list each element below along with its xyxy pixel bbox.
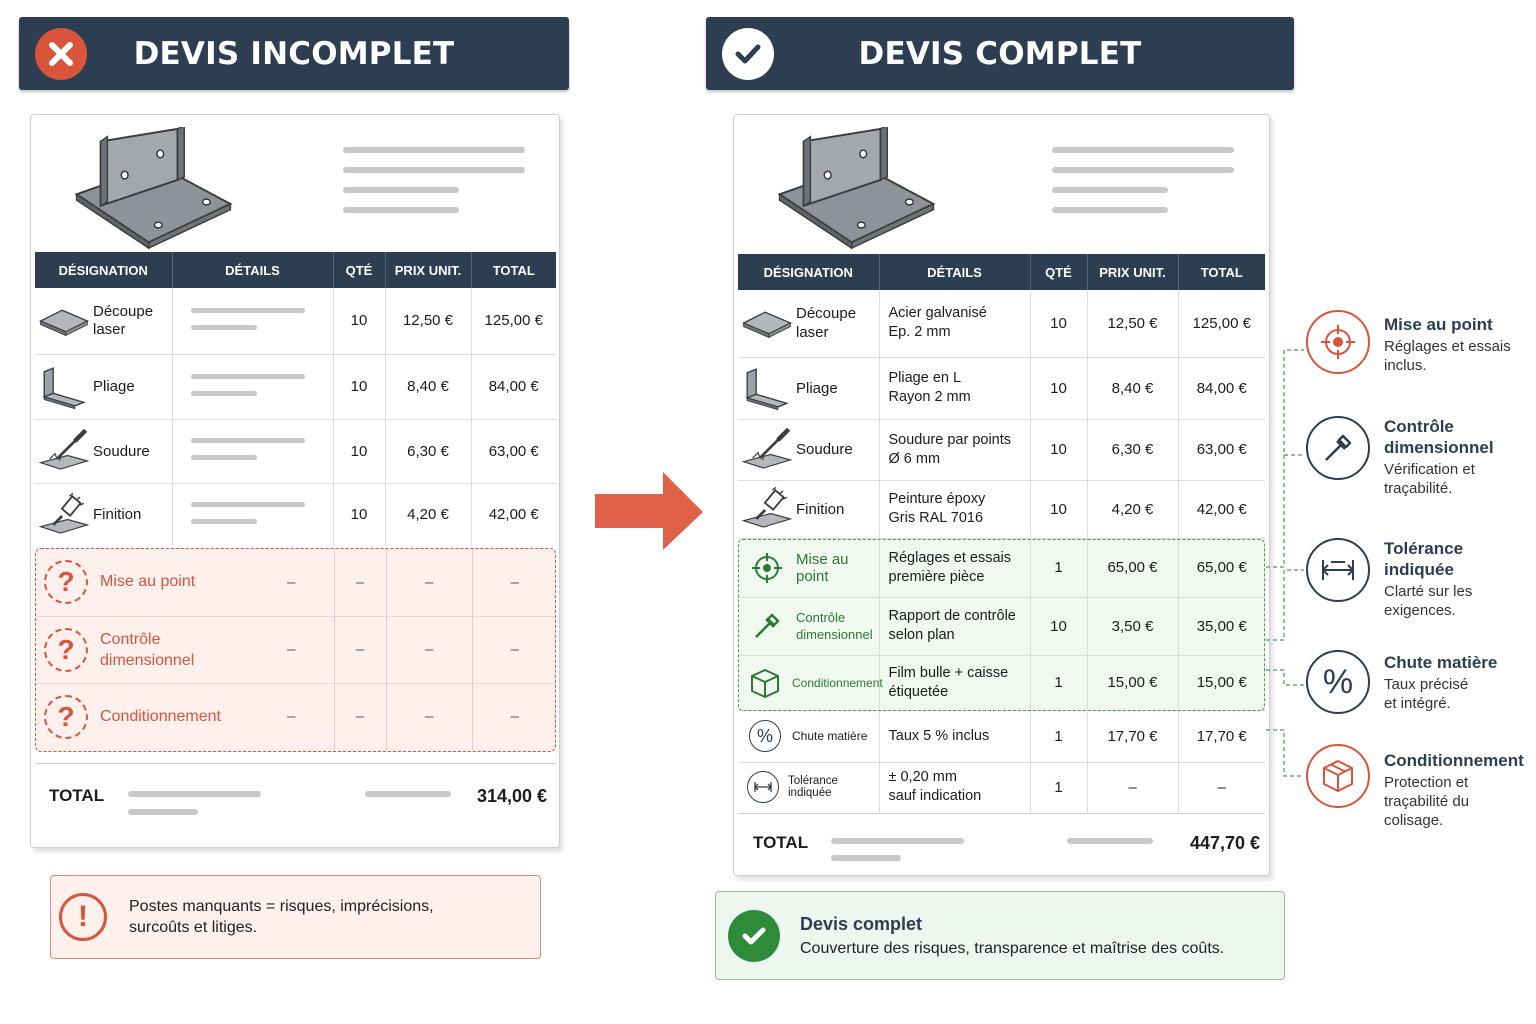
- qty: 10: [1030, 419, 1087, 480]
- line-total: 42,00 €: [488, 506, 539, 524]
- warning-note: [50, 875, 541, 959]
- missing-row: [36, 616, 556, 683]
- checkmark-icon: [722, 28, 774, 80]
- dash: –: [472, 549, 556, 616]
- line-total: 42,00 €: [1178, 480, 1265, 538]
- details-line: Réglages et essais: [888, 549, 1012, 566]
- qty: 10: [1030, 597, 1087, 655]
- question-icon: ?: [44, 628, 88, 672]
- designation: Tolérance indiquée: [788, 775, 838, 800]
- total-label: TOTAL: [753, 833, 809, 852]
- total-value: 447,70 €: [1190, 833, 1261, 853]
- success-text: Couverture des risques, transparence et maîtrise des coûts.: [800, 939, 1225, 957]
- designation: Mise au point: [100, 573, 196, 591]
- col-header: TOTAL: [1178, 254, 1265, 290]
- qty: 10: [1030, 290, 1087, 357]
- complete-quote-card: [733, 114, 1270, 876]
- warning-icon: !: [59, 893, 107, 941]
- qty: 10: [333, 288, 385, 354]
- placeholder-line: [343, 207, 459, 213]
- dash: –: [386, 549, 472, 616]
- feature-title: Conditionnement: [1384, 751, 1524, 770]
- table-header-row: [35, 252, 556, 288]
- incomplete-quote-card: [30, 114, 560, 848]
- designation: Pliage: [93, 378, 135, 395]
- incomplete-table: [35, 252, 556, 546]
- question-icon: ?: [44, 695, 88, 739]
- designation: Contrôle dimensionnel: [100, 630, 195, 669]
- dash: –: [334, 549, 386, 616]
- complete-table: [738, 254, 1265, 812]
- designation: Soudure: [93, 442, 150, 460]
- success-title: Devis complet: [800, 913, 923, 934]
- line-total: 84,00 €: [1178, 357, 1265, 419]
- details-line: Rapport de contrôle: [888, 608, 1016, 624]
- dash: –: [472, 616, 556, 683]
- placeholder-line: [831, 855, 901, 861]
- col-header: QTÉ: [333, 252, 385, 288]
- details-line: sauf indication: [888, 788, 982, 805]
- details-line: Gris RAL 7016: [888, 510, 984, 526]
- col-header: DÉTAILS: [172, 252, 333, 288]
- unit-price: 12,50 €: [385, 288, 471, 354]
- unit-price: 12,50 €: [1087, 290, 1178, 357]
- placeholder-line: [128, 791, 261, 797]
- placeholder-line: [343, 167, 525, 173]
- caliper-icon: [738, 609, 796, 643]
- percent-icon: %: [738, 720, 792, 752]
- table-row: [738, 357, 1265, 419]
- dash: –: [287, 708, 296, 726]
- complete-header: [706, 17, 1294, 90]
- missing-row: [36, 683, 556, 750]
- table-row: [35, 354, 556, 419]
- col-header: PRIX UNIT.: [385, 252, 471, 288]
- table-row: [35, 419, 556, 483]
- box-icon: [738, 667, 792, 699]
- added-row: [738, 597, 1265, 655]
- qty: 10: [1030, 480, 1087, 538]
- details-line: Soudure par points: [888, 431, 1012, 448]
- details-line: selon plan: [888, 627, 955, 643]
- designation: Contrôle dimensionnel: [796, 610, 873, 642]
- warning-text: Postes manquants = risques, imprécisions, surcoûts et litiges.: [129, 898, 434, 936]
- unit-price: 15,00 €: [1087, 655, 1178, 710]
- complete-title: DEVIS COMPLET: [858, 35, 1142, 72]
- designation: Soudure: [796, 441, 853, 458]
- incomplete-title: DEVIS INCOMPLET: [133, 35, 455, 72]
- plate-icon: [35, 303, 93, 339]
- tolerance-icon: [738, 771, 788, 803]
- details-line: Peinture époxy: [888, 491, 986, 507]
- qty: 1: [1030, 538, 1087, 597]
- placeholder-line: [343, 147, 525, 153]
- unit-price: 4,20 €: [385, 483, 471, 546]
- line-total: 17,70 €: [1178, 710, 1265, 762]
- table-row: [738, 480, 1265, 538]
- table-row: [738, 762, 1265, 812]
- dash: –: [287, 641, 296, 658]
- designation: Pliage: [796, 379, 838, 397]
- plate-icon: [738, 305, 796, 341]
- arrow-right-icon: [595, 472, 705, 552]
- placeholder-line: [1052, 167, 1234, 173]
- feature-title: Contrôle dimensionnel: [1384, 417, 1494, 457]
- qty: 1: [1030, 655, 1087, 710]
- table-row: [738, 290, 1265, 357]
- placeholder-line: [1052, 187, 1168, 193]
- feature-item: [1306, 744, 1531, 830]
- designation: Chute matière: [792, 729, 868, 743]
- feature-text: Réglages et essais inclus.: [1384, 338, 1511, 374]
- feature-title: Mise au point: [1384, 315, 1493, 334]
- unit-price: 3,50 €: [1087, 597, 1178, 655]
- placeholder-line: [1052, 207, 1168, 213]
- col-header: QTÉ: [1030, 254, 1087, 290]
- bend-icon: [35, 364, 93, 410]
- details-line: Taux 5 % inclus: [879, 710, 1030, 762]
- placeholder-line: [831, 838, 964, 844]
- line-total: 125,00 €: [471, 288, 556, 354]
- missing-row: [36, 549, 556, 616]
- table-row: [738, 419, 1265, 480]
- details-line: ± 0,20 mm: [888, 769, 957, 786]
- question-icon: ?: [44, 560, 88, 604]
- unit-price: 6,30 €: [1087, 419, 1178, 480]
- percent-icon: %: [1306, 650, 1370, 714]
- added-row: [738, 538, 1265, 597]
- designation: Finition: [93, 506, 142, 524]
- placeholder-line: [343, 187, 459, 193]
- bracket-illustration: [769, 127, 944, 252]
- details-line: Pliage en L: [888, 370, 962, 386]
- missing-items-block: [35, 548, 556, 752]
- placeholder-line: [1052, 147, 1234, 153]
- designation: Conditionnement: [792, 675, 883, 690]
- success-note: [715, 891, 1285, 980]
- box-icon: [1306, 744, 1370, 808]
- designation: Découpe laser: [796, 305, 857, 342]
- target-icon: [738, 551, 796, 585]
- feature-title: Chute matière: [1384, 653, 1498, 672]
- details-line: première pièce: [888, 568, 985, 585]
- feature-item: [1306, 538, 1531, 620]
- dash: –: [334, 683, 386, 750]
- line-total: 84,00 €: [471, 354, 556, 419]
- line-total: 65,00 €: [1178, 538, 1265, 597]
- unit-price: 8,40 €: [1087, 357, 1178, 419]
- feature-text: Vérification et traçabilité.: [1384, 461, 1475, 497]
- details-line: Acier galvanisé: [888, 305, 987, 322]
- checkmark-circle-icon: [728, 910, 780, 962]
- details-line: Rayon 2 mm: [888, 389, 971, 405]
- table-row: [35, 483, 556, 546]
- weld-icon: [738, 427, 796, 473]
- line-total: 63,00 €: [1178, 419, 1265, 480]
- placeholder-line: [1067, 838, 1153, 844]
- line-total: –: [1217, 778, 1226, 796]
- finish-icon: [35, 492, 93, 538]
- qty: 10: [1030, 357, 1087, 419]
- details-line: Film bulle + caisse: [888, 664, 1009, 681]
- tolerance-icon: [1306, 538, 1370, 602]
- feature-item: [1306, 416, 1531, 498]
- col-header: PRIX UNIT.: [1087, 254, 1178, 290]
- table-row: [738, 710, 1265, 762]
- col-header: TOTAL: [471, 252, 556, 288]
- line-total: 35,00 €: [1178, 597, 1265, 655]
- feature-text: Protection et traçabilité du colisage.: [1384, 774, 1470, 829]
- placeholder-line: [365, 791, 451, 797]
- unit-price: 17,70 €: [1087, 710, 1178, 762]
- placeholder-line: [128, 809, 198, 815]
- dash: –: [334, 616, 386, 683]
- unit-price: 8,40 €: [385, 354, 471, 419]
- dash: –: [386, 683, 472, 750]
- total-value: 314,00 €: [477, 786, 548, 806]
- unit-price: –: [1087, 762, 1178, 812]
- bend-icon: [738, 365, 796, 411]
- dash: –: [386, 616, 472, 683]
- feature-title: Tolérance indiquée: [1384, 539, 1464, 579]
- missing-table: [36, 549, 556, 750]
- feature-text: Clarté sur les exigences.: [1384, 583, 1473, 619]
- feature-text: Taux précisé et intégré.: [1384, 676, 1469, 712]
- qty: 10: [333, 354, 385, 419]
- qty: 10: [333, 483, 385, 546]
- line-total: 15,00 €: [1178, 655, 1265, 710]
- dash: –: [287, 573, 296, 591]
- designation: Mise au point: [796, 550, 849, 585]
- designation: Découpe laser: [93, 302, 154, 338]
- added-row: [738, 655, 1265, 710]
- weld-icon: [35, 428, 93, 474]
- col-header: DÉSIGNATION: [738, 254, 879, 290]
- table-row: [35, 288, 556, 354]
- col-header: DÉSIGNATION: [35, 252, 172, 288]
- caliper-icon: [1306, 416, 1370, 480]
- total-label: TOTAL: [49, 786, 105, 805]
- qty: 1: [1030, 762, 1087, 812]
- line-total: 63,00 €: [471, 419, 556, 483]
- unit-price: 65,00 €: [1087, 538, 1178, 597]
- details-line: Ø 6 mm: [888, 450, 941, 467]
- table-header-row: [738, 254, 1265, 290]
- qty: 1: [1030, 710, 1087, 762]
- close-icon: [35, 28, 87, 80]
- details-line: étiquetée: [888, 683, 949, 700]
- col-header: DÉTAILS: [879, 254, 1030, 290]
- bracket-illustration: [66, 127, 241, 252]
- feature-item: [1306, 650, 1531, 714]
- designation: Finition: [796, 500, 845, 518]
- details-line: Ep. 2 mm: [888, 324, 951, 341]
- incomplete-header: [19, 17, 569, 90]
- designation: Conditionnement: [100, 707, 221, 725]
- qty: 10: [333, 419, 385, 483]
- target-icon: [1306, 310, 1370, 374]
- line-total: 125,00 €: [1178, 290, 1265, 357]
- unit-price: 6,30 €: [385, 419, 471, 483]
- unit-price: 4,20 €: [1087, 480, 1178, 538]
- finish-icon: [738, 486, 796, 532]
- feature-item: [1306, 310, 1531, 375]
- dash: –: [510, 708, 519, 726]
